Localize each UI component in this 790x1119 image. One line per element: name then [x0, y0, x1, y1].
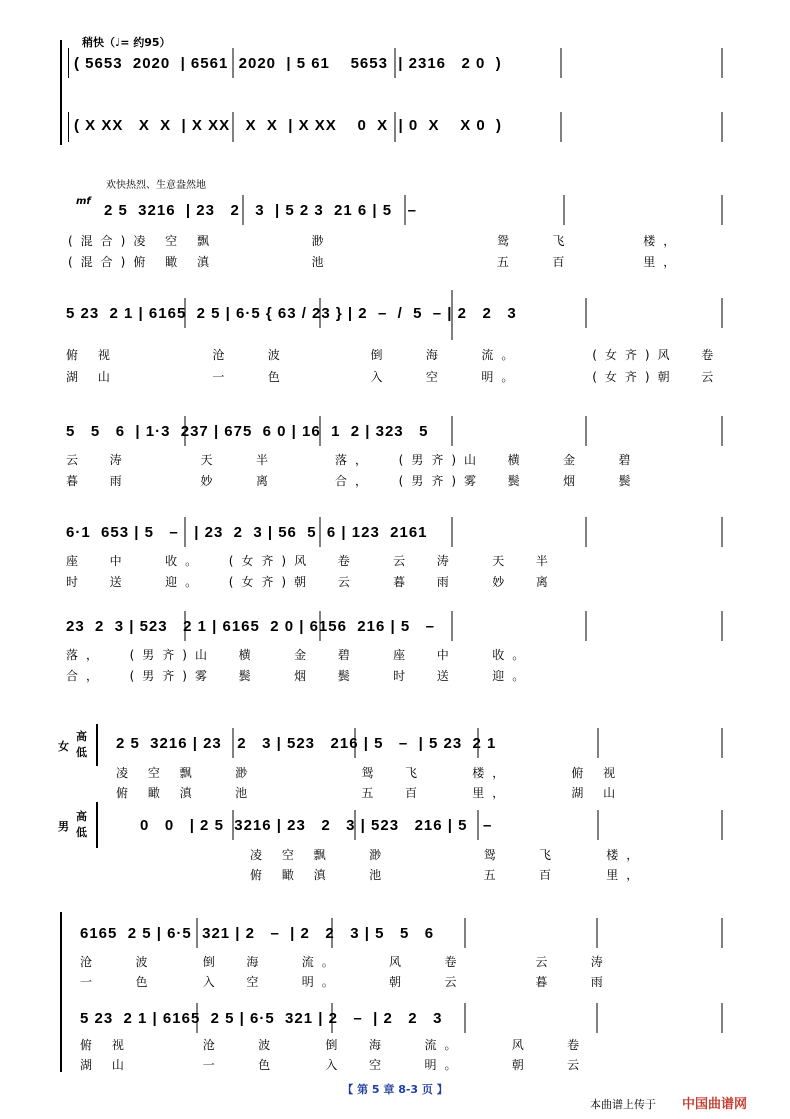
system7-male-lyric2: 俯 瞰 滇 池 五 百 里，	[250, 868, 647, 882]
system8-male-notes: 5 23 2 1 | 6165 2 5 | 6·5 321 | 2 – | 2 2 3	[80, 1010, 443, 1027]
system2-notes: 2 5 3216 | 23 2 3 | 5 2 3 21 6 | 5 –	[104, 202, 417, 219]
dynamic-marking: mf	[76, 196, 91, 207]
system5-lyric2: 时 送 迎。 (女齐)朝 云 暮 雨 妙 离	[66, 575, 556, 589]
male-high-label: 高	[76, 810, 87, 823]
system7-male-notes: 0 0 | 2 5 3216 | 23 2 3 | 523 216 | 5 –	[140, 817, 493, 834]
page-number: 【 第 5 章 8-3 页 】	[342, 1083, 448, 1096]
system8-male-lyric1: 俯 视 沧 波 倒 海 流。 风 卷	[80, 1038, 588, 1052]
system3-notes: 5 23 2 1 | 6165 2 5 | 6·5 { 63 / 23 } | 2 – / 5 – | 2 2 3	[66, 305, 517, 322]
system5-lyric1: 座 中 收。 (女齐)风 卷 云 涛 天 半	[66, 554, 556, 568]
system3-lyric1: 俯 视 沧 波 倒 海 流。 (女齐)风 卷	[66, 348, 722, 362]
upload-credit: 本曲谱上传于	[590, 1098, 656, 1111]
system8-female-lyric1: 沧 波 倒 海 流。 风 卷 云 涛	[80, 955, 611, 969]
system7-male-lyric1: 凌 空 飘 渺 鸳 飞 楼，	[250, 848, 647, 862]
system3-lyric2: 湖 山 一 色 入 空 明。 (女齐)朝 云	[66, 370, 722, 384]
system2-lyric1: (混合)凌 空 飘 渺 鸳 飞 楼，	[68, 234, 684, 248]
system7-female-lyric2: 俯 瞰 滇 池 五 百 里， 湖 山	[116, 786, 624, 800]
system8-female-notes: 6165 2 5 | 6·5 321 | 2 – | 2 2 3 | 5 5 6	[80, 925, 435, 942]
tempo-marking: 稍快（♩= 约95）	[82, 36, 171, 49]
system4-notes: 5 5 6 | 1·3 237 | 675 6 0 | 16 1 2 | 323 5	[66, 423, 429, 440]
expression-text: 欢快热烈、生意盎然地	[106, 180, 206, 191]
site-logo: 中国曲谱网	[682, 1097, 748, 1112]
system7-female-notes: 2 5 3216 | 23 2 3 | 523 216 | 5 – | 5 23 2 1	[116, 735, 497, 752]
system7-female-lyric1: 凌 空 飘 渺 鸳 飞 楼， 俯 视	[116, 766, 624, 780]
system2-lyric2: (混合)俯 瞰 滇 池 五 百 里，	[68, 255, 684, 269]
system6-notes: 23 2 3 | 523 2 1 | 6165 2 0 | 6156 216 | 5 –	[66, 618, 436, 635]
system1-row1: ( 5653 2020 | 6561 2020 | 5 61 5653 | 2316 2 0 )	[74, 55, 502, 72]
system8-female-lyric2: 一 色 入 空 明。 朝 云 暮 雨	[80, 975, 611, 989]
female-label: 女	[58, 740, 69, 753]
system4-lyric1: 云 涛 天 半 落， (男齐)山 横 金 碧	[66, 453, 639, 467]
system4-lyric2: 暮 雨 妙 离 合， (男齐)雾 鬓 烟 鬓	[66, 474, 639, 488]
system6-lyric1: 落， (男齐)山 横 金 碧 座 中 收。	[66, 648, 533, 662]
system5-notes: 6·1 653 | 5 – | 23 2 3 | 56 5 6 | 123 2161	[66, 524, 428, 541]
female-low-label: 低	[76, 746, 87, 759]
system8-male-lyric2: 湖 山 一 色 入 空 明。 朝 云	[80, 1058, 588, 1072]
system6-lyric2: 合， (男齐)雾 鬓 烟 鬓 时 送 迎。	[66, 669, 533, 683]
system1-row2: ( X XX X X | X XX X X | X XX 0 X | 0 X X 0 )	[74, 117, 503, 134]
female-high-label: 高	[76, 730, 87, 743]
male-label: 男	[58, 820, 69, 833]
male-low-label: 低	[76, 826, 87, 839]
